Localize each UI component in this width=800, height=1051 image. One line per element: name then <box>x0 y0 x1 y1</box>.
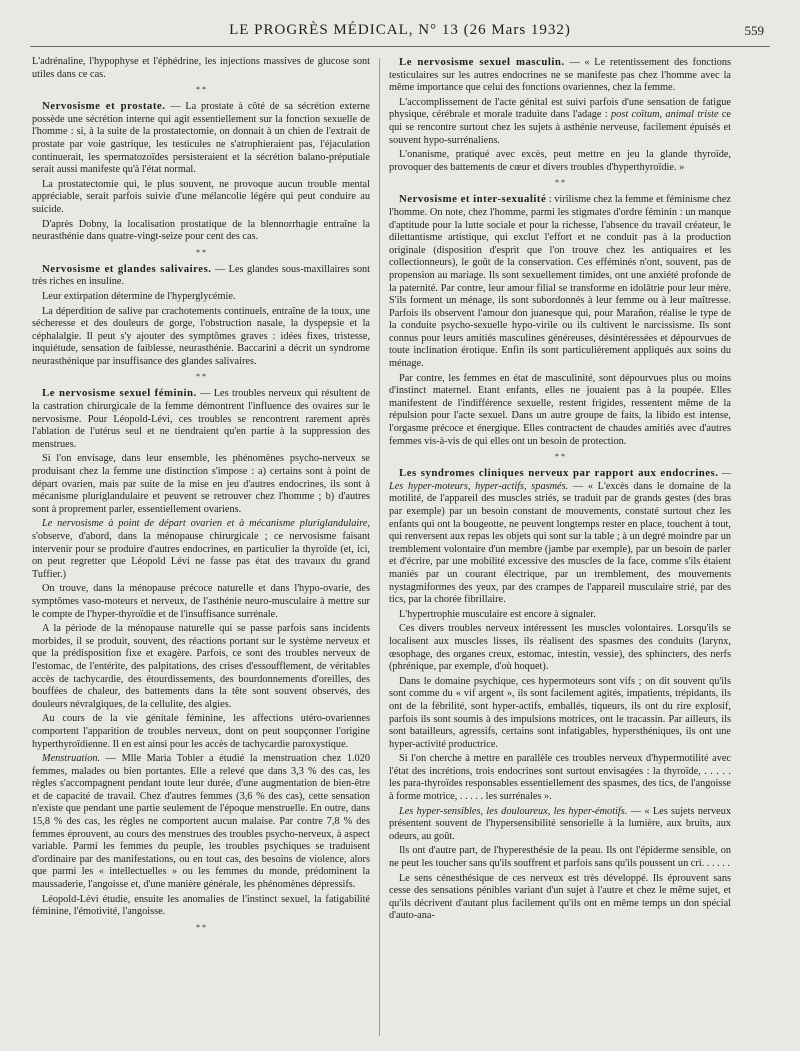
female-text-3: , s'observe, d'abord, dans la ménopause chirurgicale ; ce nervosisme faisant intervenir pour se produire d'autres endocrines, en particulier la thyroïde (et, ici, on peut regretter que Léopold Lévi ne fasse pas état des travaux du grand Tuffier.) <box>32 518 370 580</box>
prostate-paragraph-2: La prostatectomie qui, le plus souvent, ne provoque aucun trouble mental appréciable, serait parfois suivie d'une mélancolie légère qui peut conduire au suicide. <box>32 178 370 215</box>
right-column <box>389 56 731 1041</box>
section-separator: * * <box>555 452 565 462</box>
intro-paragraph: L'adrénaline, l'hypophyse et l'éphédrine, les injections massives de glucose sont utiles dans ce cas. <box>32 56 370 80</box>
syndromes-paragraph-3: Ces divers troubles nerveux intéressent les muscles volontaires. Lorsqu'ils se localisent aux muscles lisses, ils réalisent des spasmes des conduits (larynx, œsophage, des organes creux, estomac, intestin, vessie), des sphincters, des nerfs (phrénique, par exemple, d'où hoquet). <box>389 623 731 673</box>
section-separator: * * <box>555 178 565 188</box>
female-paragraph-2: Si l'on envisage, dans leur ensemble, les phénomènes psycho-nerveux se produisant chez la femme une distinction s'impose : a) certains sont à point de départ ovarien, mais par suite de la mise en jeu d'autres endocrines, ils sont à mécanisme pluriglandulaire et peuvent se retrouver chez l'homme ; b) d'autres sont à proprement parler, essentiellement ovariens. <box>32 453 370 515</box>
hyper-paragraph <box>389 806 731 844</box>
levi-paragraph: Léopold-Lévi étudie, ensuite les anomalies de l'instinct sexuel, la fatigabilité féminine, l'émotivité, l'angoisse. <box>32 893 370 918</box>
section-title-male: Le nervosisme sexuel masculin. <box>399 56 565 68</box>
section-title-syndromes: Les syndromes cliniques nerveux par rapport aux endocrines. <box>399 467 719 480</box>
male-paragraph <box>389 56 731 95</box>
hyper-text: — « Les sujets nerveux présentent souvent de l'hypersensibilité sensorielle à la lumière, aux bruits, aux odeurs, au goût. <box>389 805 731 842</box>
section-title-prostate: Nervosisme et prostate. <box>42 100 166 113</box>
page-number: 559 <box>744 23 764 38</box>
prostate-text: — La prostate à côté de sa sécrétion externe possède une sécrétion interne qui agit essentiellement sur la fonction sexuelle de l'homme : si, à la suite de la prostatectomie, on donnait à un chien de l'extrait de prostate par voie gastrique, les testicules ne s'atrophieraient pas, l'éjaculation continuerait, les spermatozoïdes persisteraient et la sécrétion balano-préputiale serait aussi manifeste qu'à l'état normal. <box>32 101 370 176</box>
syndromes-subtitle: — Les hyper-moteurs, hyper-actifs, spasmés. <box>389 468 731 492</box>
female-paragraph-3 <box>32 518 370 581</box>
hyper-lead: Les hyper-sensibles, les douloureux, les hyper-émotifs. <box>399 805 628 817</box>
male-text-2a: L'accomplissement de l'acte génital est suivi parfois d'une sensation de fatigue physique, cérébrale et morale traduite dans l'adage : <box>389 96 731 121</box>
inter-text: : virilisme chez la femme et féminisme chez l'homme. On note, chez l'homme, parmi les stigmates d'ordre féminin : un manque d'aptitude pour la lutte sociale et pour la richesse, l'absence du travail créateur, le dilettantisme artistique, qui exclut l'effort et ne conduit pas à la production originale (disposition d'esprit que l'on trouve chez les antiquaires et les collectionneurs), le goût de la conservation. Ces efféminés n'ont, souvent, pas de propension au mariage. Ils sont sexuellement timides, ont une anxiété profonde de la paternité. Par contre, leur amour filial se transforme en idolâtrie pour leur mère. S'ils forment un ménage, ils sont subordonnés à leur femme ou à leur maîtresse. Parfois ils observent l'amour don juanesque qui, pour Marañon, réalise le type de la conduite psycho-sexuelle hypo-virile ou ils cultivent le narcissisme. Ils sont connus pour leurs amitiés masculines généreuses, désintéressées et dépourvues de toute inclination érotique. Enfin ils sont particulièrement appliqués aux soins du ménage. <box>389 194 731 370</box>
female-text: — Les troubles nerveux qui résultent de la castration chirurgicale de la femme démontrent l'influence des ovaires sur le nervosisme. Pour Léopold-Lévi, ces troubles se rencontrent rarement après l'ablation de l'utérus seul et ne tiendraient qu'en partie à la suppression des menstrues. <box>32 388 370 450</box>
section-separator: * * <box>196 922 206 932</box>
salivary-paragraph <box>32 263 370 289</box>
left-column <box>32 56 370 1041</box>
hyper-paragraph-2: Ils ont d'autre part, de l'hyperesthésie de la peau. Ils ont l'épiderme sensible, on ne peut les toucher sans qu'ils souffrent et parfois sans qu'ils poussent un cri. . . . . . <box>389 845 731 870</box>
male-paragraph-3: L'onanisme, pratiqué avec excès, peut mettre en jeu la glande thyroïde, provoquer des battements de cœur et divers troubles d'hyperthyroïdie. » <box>389 149 731 173</box>
section-title-salivary: Nervosisme et glandes salivaires. <box>42 262 212 275</box>
section-title-inter: Nervosisme et inter-sexualité <box>399 193 547 206</box>
hyper-paragraph-3: Le sens cénesthésique de ces nerveux est très développé. Ils éprouvent sans cesse des sensations pénibles variant d'un sujet à l'autre et chez le même sujet, et qu'ils décrivent d'autant plus facilement qu'ils ont en même temps un don spécial d'auto-ana- <box>389 872 731 922</box>
prostate-paragraph-3: D'après Dobny, la localisation prostatique de la blennorrhagie entraîne la neurasthénie dans quatre-vingt-seize pour cent des cas. <box>32 218 370 243</box>
latin-adage: post coïtum, animal triste <box>611 109 719 121</box>
menstruation-lead: Menstruation. <box>42 753 101 765</box>
section-separator: * * <box>196 372 206 382</box>
inter-paragraph <box>389 193 731 370</box>
syndromes-paragraph-5: Si l'on cherche à mettre en parallèle ces troubles nerveux d'hypermotilité avec l'état des incrétions, trois endocrines sont surtout envisagées : la thyroïde, . . . . . les para-thyroïdes responsables essentiellement des spasmes, des tics, de l'angoisse à forme motrice, . . . . . les surrénales ». <box>389 753 731 803</box>
syndromes-paragraph-2: L'hypertrophie musculaire est encore à signaler. <box>399 608 596 620</box>
inter-paragraph-2: Par contre, les femmes en état de masculinité, sont dépourvues plus ou moins d'instinct maternel. Etant enfants, elles ne jouaient pas à la poupée. Elles manifestent de l'indifférence sexuelle, restent frigides, ressentent même de la répulsion pour l'acte sexuel. Dans un autre groupe de faits, la libido est intense, l'orgasme précoce et énergique. Elles contractent de chaudes amitiés avec d'autres femmes vis-à-vis de qui elles ont un besoin de protection. <box>389 372 731 447</box>
syndromes-paragraph <box>389 467 731 607</box>
running-header <box>30 18 770 47</box>
menstruation-text: — Mlle Maria Tobler a étudié la menstruation chez 1.020 femmes, malades ou bien portantes. Elle a relevé que dans 3,3 % des cas, les règles s'accompagnent pendant toute leur durée, d'une augmentation de bien-être et de capacité de travail. Chez d'autres femmes (3,6 % des cas), cette sensation n'existe que pendant une partie seulement de l'époque menstruelle. En outre, dans 15,8 % des cas, les règles ne comportent aucun malaise. Par contre 7,8 % des femmes éprouvent, au cours des menstrues des troubles psycho-nerveux, à aspect variable. Parmi les femmes du peuple, les troubles psychiques se traduisent d'ordinaire par des manifestations, ou en tout cas, des besoins de violence, alors que parmi les « intellectuelles » ou les femmes du monde, prédominent la maussaderie, l'angoisse et, d'une manière générale, les phénomènes dépressifs. <box>32 753 370 891</box>
syndromes-paragraph-4: Dans le domaine psychique, ces hypermoteurs sont vifs ; on dit souvent qu'ils sont comme du « vif argent », ils sont facilement agités, impatients, trépidants, ils ont de la fébrilité, sont hyper-actifs, emballés, tiqueurs, ils ont du rire explosif, parfois ils sont soumis à des impulsions motrices, ont le tracassin. Par ailleurs, ils sont batailleurs, agressifs, certains sont infatigables, hypersthéniques, ils ont une hyper-activité productrice. <box>389 675 731 750</box>
female-paragraph <box>32 387 370 451</box>
salivary-paragraph-2: Leur extirpation détermine de l'hyperglycémie. <box>42 290 236 302</box>
journal-title: LE PROGRÈS MÉDICAL, N° 13 (26 Mars 1932) <box>229 22 571 38</box>
column-divider <box>379 58 380 1036</box>
female-paragraph-4: On trouve, dans la ménopause précoce naturelle et dans l'hypo-ovarie, des symptômes vaso-moteurs et nerveux, de l'asthénie neuro-musculaire à mettre sur le compte de l'hyper-thyroïdie et de l'insuffisance surrénale. <box>32 583 370 620</box>
section-title-female: Le nervosisme sexuel féminin. <box>42 387 197 400</box>
salivary-paragraph-3: La déperdition de salive par crachotements continuels, entraîne de la toux, une sécheresse et des douleurs de gorge, l'obstruction nasale, la dyspepsie et la céphalalgie. Il peut s'y ajouter des symptômes graves : idées fixes, tristesse, inquiétude, sensation de faiblesse, neurasthénie. Baccarini a décrit un syndrome neurasthénique par insuffisance des glandes salivaires. <box>32 305 370 367</box>
syndromes-text: — « L'excès dans le domaine de la motilité, de l'appareil des muscles striés, se traduit par de grands gestes (des bras par exemple) par un besoin constant de mouvements, constaté surtout chez les enfants qui ont la bougeotte, ne peuvent longtemps rester en place, touchent à tout, qui renversent aux repas les objets qui sont sur la table ; à un degré moindre par un tremblement volontaire d'un membre (jambe par exemple), par un besoin de parler et d'écrire, par une mobilité excessive des muscles de la face, comme s'ils étaient maniés par un courant électrique, par un tremblement, des mouvements nystagmiformes des yeux, par des crampes de l'appareil musculaire strié, par des tics, par la chorée fibrillaire. <box>389 480 731 606</box>
female-italic-lead: Le nervosisme à point de départ ovarien et à mécanisme pluriglandulaire <box>42 518 368 530</box>
male-text: — « Le retentissement des fonctions testiculaires sur les autres endocrines ne se manifeste pas chez l'homme avec la même importance que celui des fonctions ovariennes, chez la femme. <box>389 57 731 94</box>
salivary-text: — Les glandes sous-maxillaires sont très riches en insuline. <box>32 263 370 288</box>
menstruation-paragraph <box>32 753 370 892</box>
female-paragraph-6: Au cours de la vie génitale féminine, les affections utéro-ovariennes comportent l'apparition de troubles nerveux, dont on peut soupçonner l'origine hyperthyroïdienne. Il en est ainsi pour les accès de tachycardie paroxystique. <box>32 713 370 750</box>
section-separator: * * <box>196 247 206 257</box>
prostate-paragraph <box>32 100 370 177</box>
male-text-2b: ce qui se rencontre surtout chez les sujets à asthénie nerveuse, facilement épuisés et souvent hypo-surrénaliens. <box>389 109 731 146</box>
section-separator: * * <box>196 85 206 95</box>
female-paragraph-5: A la période de la ménopause naturelle qui se passe parfois sans incidents morbides, il se produit, souvent, des réactions portant sur le système nerveux et que la prédisposition fixe et exagère. Parfois, ce sont des troubles nerveux de l'estomac, de l'entérite, des palpitations, des crises d'essoufflement, de véritables accès de tachycardie, des étourdissements, des bourdonnements d'oreilles, des bouffées de chaleur, des battements dans la tête sont souvent observés, des douleurs névralgiques, de la cellulite, des algies. <box>32 623 370 710</box>
male-paragraph-2 <box>389 97 731 147</box>
